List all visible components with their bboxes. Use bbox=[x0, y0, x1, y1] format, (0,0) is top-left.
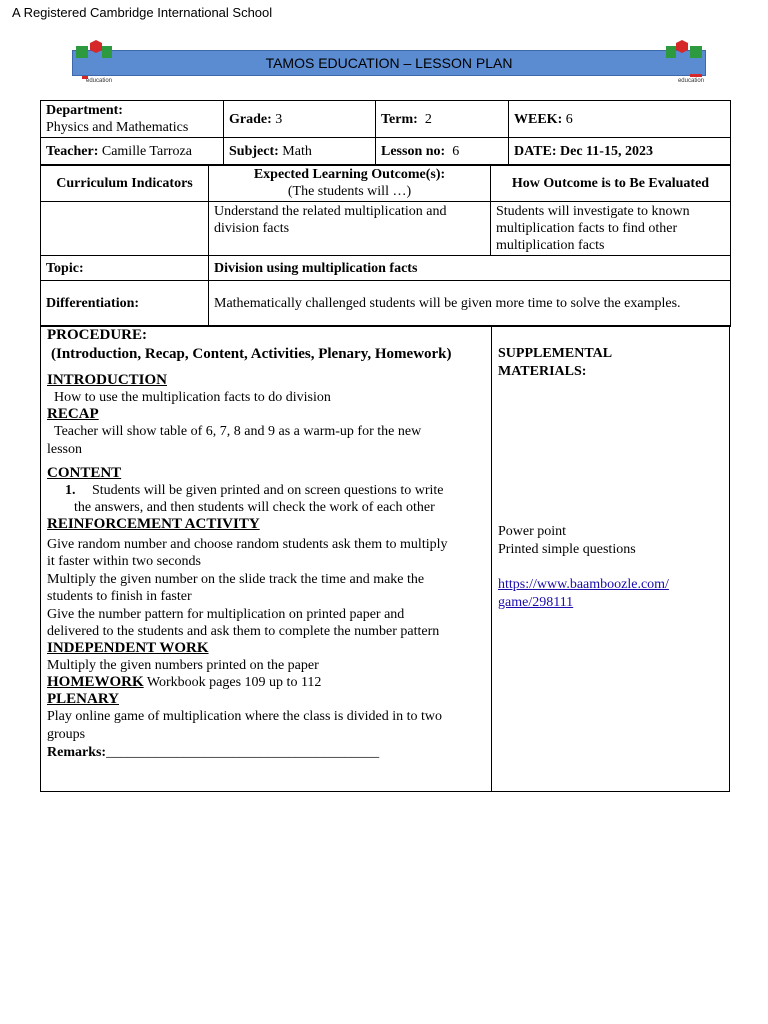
expected-outcomes-subtitle: (The students will …) bbox=[287, 184, 412, 199]
remarks-blank: _______________________________________ bbox=[106, 745, 380, 760]
supplemental-heading-line: MATERIALS: bbox=[498, 364, 587, 379]
recap-text-line: lesson bbox=[47, 442, 82, 457]
differentiation-label: Differentiation: bbox=[41, 281, 209, 327]
procedure-column bbox=[47, 327, 487, 761]
lesson-info-table bbox=[40, 100, 731, 166]
evaluation-value: Students will investigate to known multiplication facts to find other multiplication facts bbox=[491, 202, 731, 256]
independent-work-text: Multiply the given numbers printed on the paper bbox=[47, 658, 319, 673]
week-cell bbox=[509, 101, 731, 138]
outcomes-table bbox=[40, 164, 731, 327]
grade-value: 3 bbox=[275, 111, 283, 127]
lesson-value: 6 bbox=[452, 144, 460, 159]
content-list-item bbox=[47, 482, 487, 516]
reinforcement-heading: REINFORCEMENT ACTIVITY bbox=[47, 516, 260, 532]
supplemental-item: Power point bbox=[498, 524, 567, 539]
procedure-subtitle: (Introduction, Recap, Content, Activities, Plenary, Homework) bbox=[51, 346, 452, 362]
introduction-text: How to use the multiplication facts to do division bbox=[54, 390, 331, 405]
term-value: 2 bbox=[424, 111, 432, 127]
plenary-text-line: groups bbox=[47, 727, 86, 742]
supplemental-column bbox=[498, 326, 726, 791]
procedure-title: PROCEDURE: bbox=[47, 327, 147, 343]
reinforcement-line: Give the number pattern for multiplication on printed paper and bbox=[47, 607, 405, 622]
term-cell bbox=[376, 101, 509, 138]
week-value: 6 bbox=[565, 111, 573, 127]
lesson-cell bbox=[376, 138, 509, 166]
reinforcement-line: delivered to the students and ask them to complete the number pattern bbox=[47, 624, 440, 639]
teacher-value: Camille Tarroza bbox=[101, 144, 192, 159]
logo-word: education bbox=[677, 78, 704, 84]
subject-value: Math bbox=[282, 144, 312, 159]
teacher-label: Teacher: bbox=[46, 144, 99, 159]
expected-outcomes-header bbox=[209, 165, 491, 202]
department-label: Department: bbox=[46, 103, 123, 118]
evaluation-header: How Outcome is to Be Evaluated bbox=[491, 165, 731, 202]
plenary-text-line: Play online game of multiplication where the class is divided in to two bbox=[47, 709, 443, 724]
homework-heading: HOMEWORK bbox=[47, 674, 144, 690]
department-value: Physics and Mathematics bbox=[46, 120, 189, 135]
date-cell: DATE: Dec 11-15, 2023 bbox=[509, 138, 731, 166]
expected-outcomes-title: Expected Learning Outcome(s): bbox=[253, 167, 446, 182]
expected-outcome-value: Understand the related multiplication and division facts bbox=[209, 202, 491, 256]
topic-label: Topic: bbox=[41, 256, 209, 281]
banner-title: TAMOS EDUCATION – LESSON PLAN bbox=[265, 55, 513, 71]
remarks-line bbox=[47, 744, 487, 761]
subject-cell bbox=[224, 138, 376, 166]
homework-text: Workbook pages 109 up to 112 bbox=[146, 675, 322, 690]
term-label: Term: bbox=[381, 111, 418, 127]
baamboozle-link[interactable] bbox=[498, 576, 669, 611]
department-cell bbox=[41, 101, 224, 138]
differentiation-value: Mathematically challenged students will be given more time to solve the examples. bbox=[209, 281, 731, 327]
registered-school-note: A Registered Cambridge International School bbox=[12, 5, 273, 20]
tamos-logo-right bbox=[666, 40, 706, 86]
reinforcement-line: Multiply the given number on the slide track the time and make the bbox=[47, 572, 425, 587]
reinforcement-line: it faster within two seconds bbox=[47, 554, 201, 569]
procedure-divider bbox=[491, 326, 492, 791]
topic-value: Division using multiplication facts bbox=[209, 256, 731, 281]
reinforcement-line: students to finish in faster bbox=[47, 589, 192, 604]
curriculum-indicators-value bbox=[41, 202, 209, 256]
recap-text-line: Teacher will show table of 6, 7, 8 and 9 as a warm-up for the new bbox=[54, 424, 422, 439]
supplemental-items bbox=[498, 523, 669, 611]
grade-cell bbox=[224, 101, 376, 138]
content-heading: CONTENT bbox=[47, 465, 122, 481]
link-line[interactable]: game/298111 bbox=[498, 595, 574, 610]
logo-word: education bbox=[86, 78, 113, 84]
procedure-section bbox=[40, 325, 730, 792]
reinforcement-line: Give random number and choose random students ask them to multiply bbox=[47, 537, 448, 552]
plenary-heading: PLENARY bbox=[47, 691, 119, 707]
teacher-cell bbox=[41, 138, 224, 166]
homework-line bbox=[47, 674, 487, 691]
curriculum-indicators-header: Curriculum Indicators bbox=[41, 165, 209, 202]
independent-work-heading: INDEPENDENT WORK bbox=[47, 640, 209, 656]
subject-label: Subject: bbox=[229, 144, 279, 159]
introduction-heading: INTRODUCTION bbox=[47, 372, 168, 388]
supplemental-heading-line: SUPPLEMENTAL bbox=[498, 346, 613, 361]
content-item-line: Students will be given printed and on screen questions to write bbox=[92, 483, 444, 498]
remarks-label: Remarks: bbox=[47, 745, 107, 760]
week-label: WEEK: bbox=[514, 111, 563, 127]
link-line[interactable]: https://www.baamboozle.com/ bbox=[498, 577, 669, 592]
supplemental-item: Printed simple questions bbox=[498, 542, 636, 557]
content-item-line: the answers, and then students will check the work of each other bbox=[74, 500, 435, 515]
lesson-label: Lesson no: bbox=[381, 144, 446, 159]
lesson-plan-banner bbox=[72, 40, 706, 86]
reinforcement-lines bbox=[47, 536, 487, 640]
supplemental-heading bbox=[498, 345, 612, 380]
grade-label: Grade: bbox=[229, 111, 272, 127]
content-item-number: 1. bbox=[65, 483, 76, 498]
recap-heading: RECAP bbox=[47, 406, 99, 422]
